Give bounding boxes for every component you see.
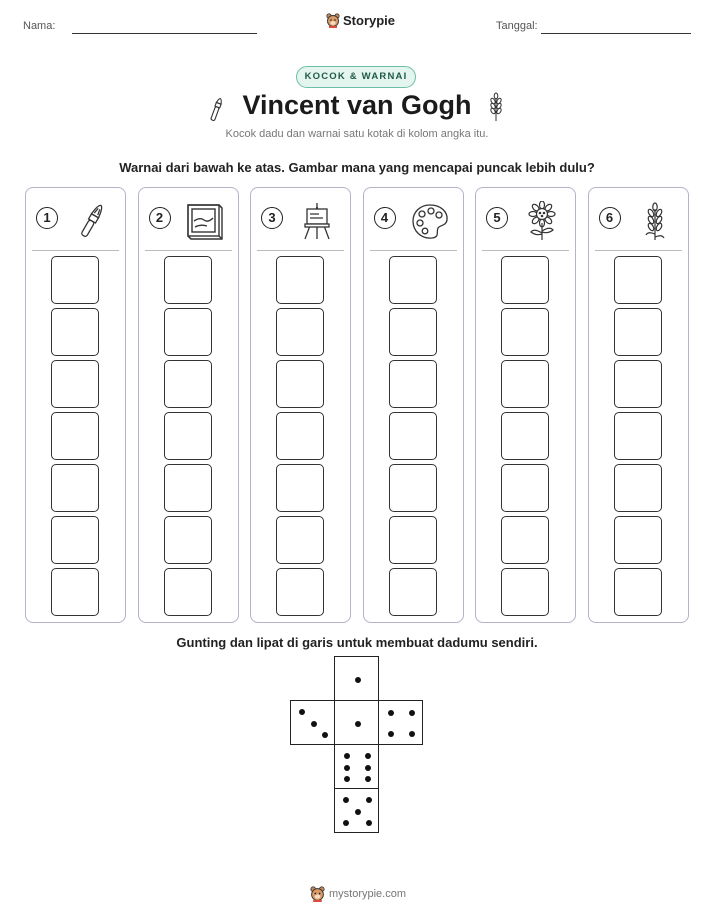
page-title: Vincent van Gogh [242, 90, 472, 120]
dice-face-1-center [334, 700, 379, 745]
date-label: Tanggal: [496, 20, 538, 32]
color-cell[interactable] [614, 308, 662, 356]
dice-pip [355, 721, 361, 727]
color-cell[interactable] [389, 464, 437, 512]
dice-pip [388, 710, 394, 716]
dice-face-3 [290, 700, 335, 745]
column-number: 4 [374, 207, 396, 229]
color-cell[interactable] [389, 308, 437, 356]
color-cell[interactable] [501, 412, 549, 460]
color-cell[interactable] [276, 308, 324, 356]
dice-face-6 [334, 744, 379, 789]
dice-pip [344, 776, 350, 782]
bear-mascot-icon [310, 886, 325, 902]
color-cell[interactable] [501, 516, 549, 564]
dice-pip [365, 765, 371, 771]
column-5 [475, 187, 576, 623]
color-cell[interactable] [389, 568, 437, 616]
color-cell[interactable] [164, 516, 212, 564]
column-divider [32, 250, 119, 251]
color-cell[interactable] [614, 256, 662, 304]
color-cell[interactable] [164, 360, 212, 408]
coloring-instruction: Warnai dari bawah ke atas. Gambar mana yang mencapai puncak lebih dulu? [119, 160, 595, 175]
name-line [72, 33, 257, 34]
dice-pip [344, 765, 350, 771]
column-divider [482, 250, 569, 251]
color-cell[interactable] [51, 464, 99, 512]
color-cell[interactable] [276, 568, 324, 616]
color-cell[interactable] [276, 256, 324, 304]
brand-logo [326, 13, 395, 28]
color-cell[interactable] [164, 568, 212, 616]
cut-instruction: Gunting dan lipat di garis untuk membuat dadumu sendiri. [176, 635, 538, 650]
color-cell[interactable] [389, 256, 437, 304]
color-cell[interactable] [276, 360, 324, 408]
color-cell[interactable] [389, 516, 437, 564]
footer [310, 886, 406, 902]
dice-face-1 [334, 656, 379, 701]
color-cell[interactable] [501, 568, 549, 616]
column-number: 2 [149, 207, 171, 229]
palette-icon [410, 201, 450, 241]
dice-face-5 [334, 788, 379, 833]
easel-icon [297, 201, 337, 241]
color-cell[interactable] [51, 256, 99, 304]
color-cell[interactable] [614, 464, 662, 512]
brand-name: Storypie [343, 13, 396, 28]
color-cell[interactable] [51, 516, 99, 564]
dice-pip [365, 753, 371, 759]
dice-pip [409, 710, 415, 716]
canvas-frame-icon [185, 201, 225, 241]
dice-face-4 [378, 700, 423, 745]
column-number: 5 [486, 207, 508, 229]
dice-pip [299, 709, 305, 715]
column-divider [595, 250, 682, 251]
dice-pip [365, 776, 371, 782]
dice-pip [409, 731, 415, 737]
color-cell[interactable] [51, 308, 99, 356]
column-4 [363, 187, 464, 623]
dice-pip [343, 797, 349, 803]
column-1 [25, 187, 126, 623]
dice-pip [366, 820, 372, 826]
color-cell[interactable] [614, 360, 662, 408]
color-cell[interactable] [164, 256, 212, 304]
column-divider [370, 250, 457, 251]
dice-pip [355, 809, 361, 815]
column-number: 1 [36, 207, 58, 229]
column-number: 6 [599, 207, 621, 229]
dice-pip [311, 721, 317, 727]
color-cell[interactable] [501, 360, 549, 408]
activity-badge: KOCOK & WARNAI [296, 66, 416, 88]
color-cell[interactable] [614, 568, 662, 616]
wheat-icon [635, 201, 675, 241]
column-3 [250, 187, 351, 623]
color-cell[interactable] [389, 360, 437, 408]
bear-mascot-icon [326, 13, 340, 28]
dice-pip [366, 797, 372, 803]
color-cell[interactable] [51, 568, 99, 616]
dice-pip [355, 677, 361, 683]
color-cell[interactable] [276, 464, 324, 512]
color-cell[interactable] [276, 516, 324, 564]
color-cell[interactable] [51, 412, 99, 460]
column-6 [588, 187, 689, 623]
dice-pip [388, 731, 394, 737]
wheat-decor-icon [487, 92, 505, 122]
date-line [541, 33, 691, 34]
column-divider [145, 250, 232, 251]
column-divider [257, 250, 344, 251]
paintbrush-icon [72, 201, 112, 241]
color-cell[interactable] [501, 464, 549, 512]
dice-pip [343, 820, 349, 826]
color-cell[interactable] [164, 412, 212, 460]
color-cell[interactable] [51, 360, 99, 408]
color-cell[interactable] [164, 308, 212, 356]
color-cell[interactable] [389, 412, 437, 460]
column-2 [138, 187, 239, 623]
footer-url[interactable]: mystorypie.com [329, 888, 407, 900]
color-cell[interactable] [164, 464, 212, 512]
page-subtitle: Kocok dadu dan warnai satu kotak di kolom angka itu. [225, 128, 489, 140]
dice-pip [344, 753, 350, 759]
sunflower-icon [522, 201, 562, 241]
color-cell[interactable] [614, 412, 662, 460]
color-cell[interactable] [614, 516, 662, 564]
column-number: 3 [261, 207, 283, 229]
name-label: Nama: [23, 20, 56, 32]
color-cell[interactable] [501, 308, 549, 356]
color-cell[interactable] [276, 412, 324, 460]
color-cell[interactable] [501, 256, 549, 304]
dice-pip [322, 732, 328, 738]
